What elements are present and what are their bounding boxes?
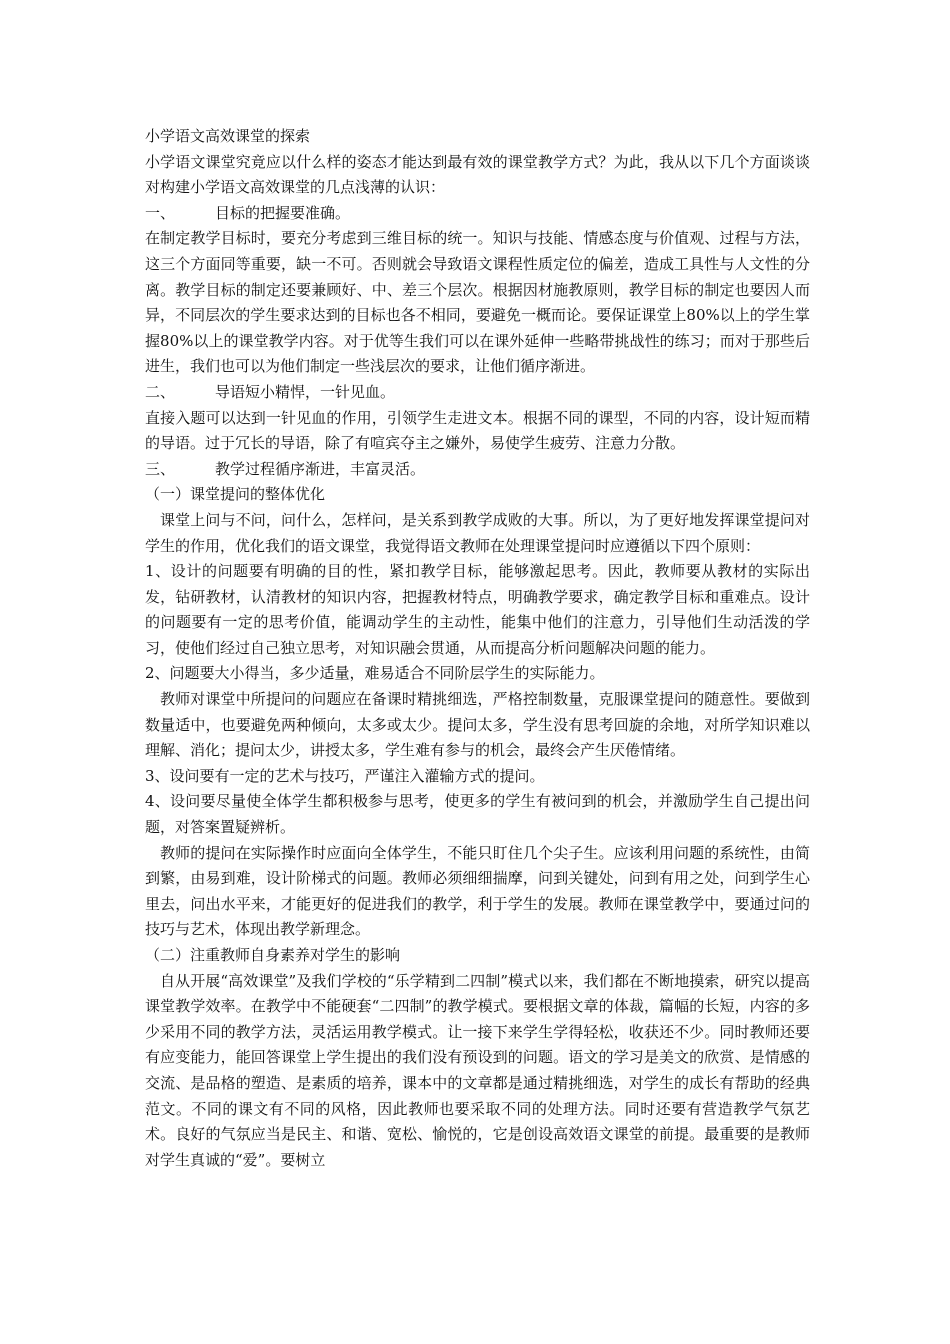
principle-2: 2、问题要大小得当，多少适量，难易适合不同阶层学生的实际能力。: [145, 664, 605, 683]
section-3-number: 三、: [145, 459, 176, 478]
intro-paragraph: 小学语文课堂究竟应以什么样的姿态才能达到最有效的课堂教学方式？为此，我从以下几个方面谈谈对构建小学语文高效课堂的几点浅薄的认识：: [145, 152, 810, 197]
subsection-2-paragraph: 自从开展“高效课堂”及我们学校的“乐学精到二四制”模式以来，我们都在不断地摸索，研究以提高课堂教学效率。在教学中不能硬套“二四制”的教学模式。要根据文章的体裁，篇幅的长短，内容的多少采用不同的教学方法，灵活运用教学模式。让一接下来学生学得轻松，收获还不少。同时教师还要有应变能力，能回答课堂上学生提出的我们没有预设到的问题。语文的学习是美文的欣赏、是情感的交流、是品格的塑造、是素质的培养，课本中的文章都是通过精挑细选，对学生的成长有帮助的经典范文。不同的课文有不同的风格，因此教师也要采取不同的处理方法。同时还要有营造教学气氛艺术。良好的气氛应当是民主、和谐、宽松、愉悦的，它是创设高效语文课堂的前提。最重要的是教师对学生真诚的“爱”。要树立: [145, 971, 810, 1169]
principle-1: 1、设计的问题要有明确的目的性，紧扣教学目标，能够激起思考。因此，教师要从教材的实际出发，钻研教材，认清教材的知识内容，把握教材特点，明确教学要求，确定教学目标和重难点。设计的问题要有一定的思考价值，能调动学生的主动性，能集中他们的注意力，引导他们生动活泼的学习，使他们经过自己独立思考，对知识融会贯通，从而提高分析问题解决问题的能力。: [145, 562, 810, 657]
document-page: [145, 124, 810, 1173]
principle-2-detail: 教师对课堂中所提问的问题应在备课时精挑细选，严格控制数量，克服课堂提问的随意性。要做到数量适中，也要避免两种倾向，太多或太少。提问太多，学生没有思考回旋的余地，对所学知识难以理解、消化；提问太少，讲授太多，学生难有参与的机会，最终会产生厌倦情绪。: [145, 690, 810, 760]
subsection-1-paragraph: 课堂上问与不问，问什么，怎样问，是关系到教学成败的大事。所以，为了更好地发挥课堂提问对学生的作用，优化我们的语文课堂，我觉得语文教师在处理课堂提问时应遵循以下四个原则：: [145, 510, 810, 555]
subsection-1-heading: （一）课堂提问的整体优化: [145, 485, 326, 504]
section-2-number: 二、: [145, 382, 176, 401]
principle-3: 3、设问要有一定的艺术与技巧，严谨注入灌输方式的提问。: [145, 766, 545, 785]
subsection-2-heading: （二）注重教师自身素养对学生的影响: [145, 946, 401, 964]
section-3-title: 教学过程循序渐进，丰富灵活。: [215, 459, 426, 478]
section-3-heading: [145, 457, 810, 483]
section-1-number: 一、: [145, 203, 176, 222]
principle-4: 4、设问要尽量使全体学生都积极参与思考，使更多的学生有被问到的机会，并激励学生自己提出问题，对答案置疑辨析。: [145, 792, 810, 837]
section-1-title: 目标的把握要准确。: [215, 203, 351, 222]
section-2-body: 直接入题可以达到一针见血的作用，引领学生走进文本。根据不同的课型，不同的内容，设计短而精的导语。过于冗长的导语，除了有喧宾夺主之嫌外，易使学生疲劳、注意力分散。: [145, 408, 810, 453]
section-2-heading: [145, 380, 810, 406]
document-title: 小学语文高效课堂的探索: [145, 127, 311, 145]
section-1-body: 在制定教学目标时，要充分考虑到三维目标的统一。知识与技能、情感态度与价值观、过程与方法，这三个方面同等重要，缺一不可。否则就会导致语文课程性质定位的偏差，造成工具性与人文性的分离。教学目标的制定还要兼顾好、中、差三个层次。根据因材施教原则，教学目标的制定也要因人而异，不同层次的学生要求达到的目标也各不相同，要避免一概而论。要保证课堂上80%以上的学生掌握80%以上的课堂教学内容。对于优等生我们可以在课外延伸一些略带挑战性的练习；而对于那些后进生，我们也可以为他们制定一些浅层次的要求，让他们循序渐进。: [145, 229, 810, 376]
principle-4-detail: 教师的提问在实际操作时应面向全体学生，不能只盯住几个尖子生。应该利用问题的系统性，由简到繁，由易到难，设计阶梯式的问题。教师必须细细揣摩，问到关键处，问到有用之处，问到学生心里去，问出水平来，才能更好的促进我们的教学，利于学生的发展。教师在课堂教学中，要通过问的技巧与艺术，体现出教学新理念。: [145, 843, 810, 939]
section-1-heading: [145, 201, 810, 227]
section-2-title: 导语短小精悍，一针见血。: [215, 382, 396, 401]
